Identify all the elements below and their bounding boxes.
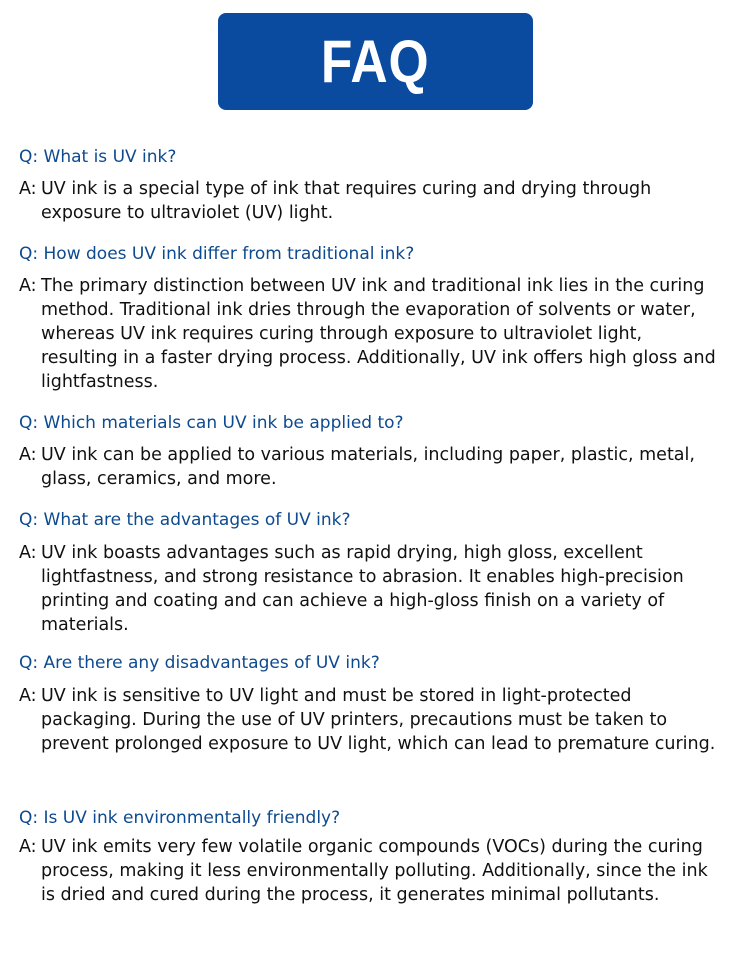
faq-question: Q: What are the advantages of UV ink? (19, 510, 351, 530)
answer-prefix: A: (19, 276, 37, 296)
answer-line: glass, ceramics, and more. (41, 469, 277, 489)
answer-line: UV ink is a special type of ink that requires curing and drying through (41, 179, 652, 199)
answer-prefix: A: (19, 837, 37, 857)
answer-line: UV ink boasts advantages such as rapid drying, high gloss, excellent (41, 543, 643, 563)
page-title: FAQ (321, 27, 430, 95)
answer-prefix: A: (19, 686, 37, 706)
faq-question: Q: What is UV ink? (19, 147, 177, 167)
faq-answer (19, 177, 739, 225)
answer-line: printing and coating and can achieve a high-gloss finish on a variety of (41, 591, 665, 611)
answer-line: exposure to ultraviolet (UV) light. (41, 203, 334, 223)
answer-prefix: A: (19, 543, 37, 563)
answer-line: resulting in a faster drying process. Additionally, UV ink offers high gloss and (41, 348, 716, 368)
answer-line: materials. (41, 615, 129, 635)
answer-line: packaging. During the use of UV printers, precautions must be taken to (41, 710, 668, 730)
faq-question: Q: Which materials can UV ink be applied to? (19, 413, 404, 433)
answer-prefix: A: (19, 179, 37, 199)
faq-answer (19, 274, 739, 394)
answer-line: process, making it less environmentally polluting. Additionally, since the ink (41, 861, 708, 881)
faq-question: Q: Are there any disadvantages of UV ink? (19, 653, 380, 673)
answer-line: The primary distinction between UV ink and traditional ink lies in the curing (41, 276, 705, 296)
answer-prefix: A: (19, 445, 37, 465)
answer-line: method. Traditional ink dries through the evaporation of solvents or water, (41, 300, 696, 320)
answer-line: lightfastness. (41, 372, 159, 392)
answer-line: UV ink can be applied to various materials, including paper, plastic, metal, (41, 445, 695, 465)
answer-line: UV ink is sensitive to UV light and must be stored in light-protected (41, 686, 632, 706)
faq-answer (19, 835, 739, 907)
faq-answer (19, 443, 739, 491)
answer-line: lightfastness, and strong resistance to abrasion. It enables high-precision (41, 567, 684, 587)
faq-answer (19, 541, 739, 637)
faq-answer (19, 684, 739, 756)
answer-line: is dried and cured during the process, it generates minimal pollutants. (41, 885, 660, 905)
answer-line: prevent prolonged exposure to UV light, which can lead to premature curing. (41, 734, 716, 754)
faq-question: Q: How does UV ink differ from traditional ink? (19, 244, 415, 264)
faq-question: Q: Is UV ink environmentally friendly? (19, 808, 341, 828)
faq-banner (218, 13, 533, 110)
answer-line: UV ink emits very few volatile organic compounds (VOCs) during the curing (41, 837, 703, 857)
answer-line: whereas UV ink requires curing through exposure to ultraviolet light, (41, 324, 643, 344)
